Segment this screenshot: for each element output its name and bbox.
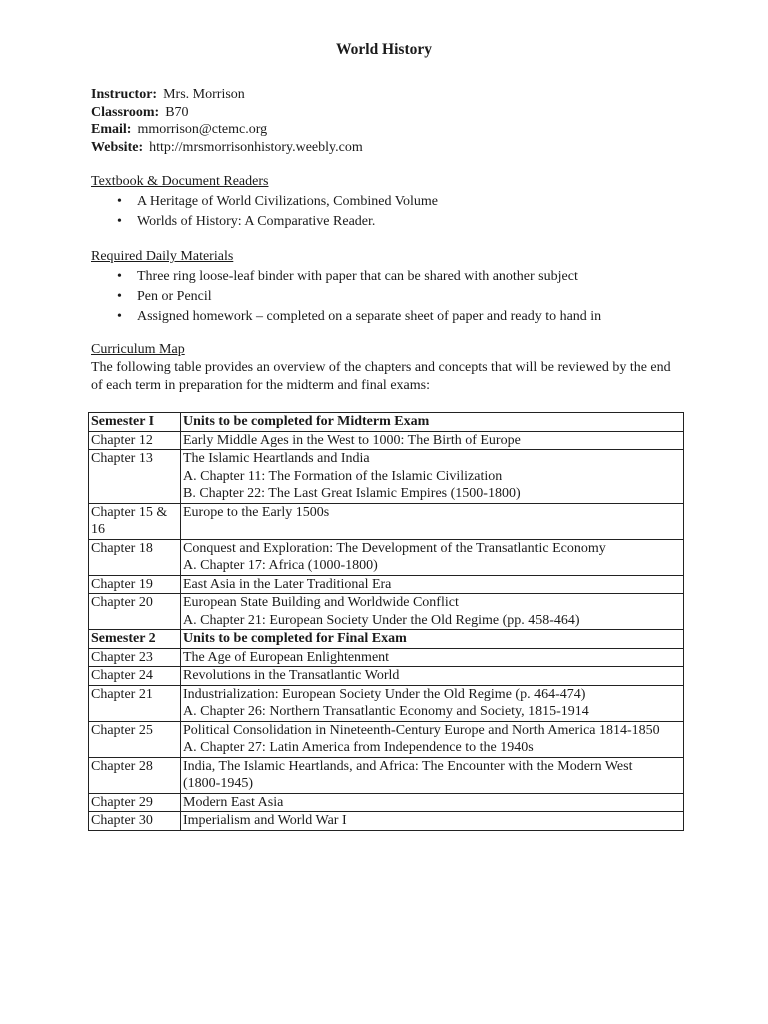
units-cell bbox=[181, 450, 684, 504]
bullet-icon: • bbox=[117, 269, 122, 284]
table-row bbox=[89, 685, 684, 721]
units-cell bbox=[181, 685, 684, 721]
textbooks-heading: Textbook & Document Readers bbox=[91, 174, 269, 189]
units-cell bbox=[181, 648, 684, 667]
table-row bbox=[89, 757, 684, 793]
page-title: World History bbox=[335, 41, 432, 58]
email-value: mmorrison@ctemc.org bbox=[137, 122, 268, 137]
instructor-label: Instructor: bbox=[91, 87, 158, 102]
chapter-cell: Semester I bbox=[89, 413, 181, 432]
textbooks-list bbox=[91, 193, 438, 233]
chapter-cell: Chapter 19 bbox=[89, 575, 181, 594]
course-info bbox=[91, 86, 363, 156]
units-line: Units to be completed for Midterm Exam bbox=[183, 414, 430, 429]
chapter-cell: Chapter 20 bbox=[89, 594, 181, 630]
table-row bbox=[89, 812, 684, 831]
units-line: A. Chapter 11: The Formation of the Islamic Civilization bbox=[183, 468, 503, 484]
units-cell bbox=[181, 630, 684, 649]
bullet-icon: • bbox=[117, 214, 122, 229]
instructor-row bbox=[91, 86, 363, 104]
table-row bbox=[89, 793, 684, 812]
materials-section bbox=[91, 248, 601, 328]
units-line: (1800-1945) bbox=[183, 776, 253, 791]
list-item-text: Assigned homework – completed on a separate sheet of paper and ready to hand in bbox=[137, 309, 602, 324]
units-line: Industrialization: European Society Under the Old Regime (p. 464-474) bbox=[183, 686, 586, 702]
list-item bbox=[91, 288, 601, 308]
units-line: Conquest and Exploration: The Development of the Transatlantic Economy bbox=[183, 540, 606, 556]
list-item-text: Worlds of History: A Comparative Reader. bbox=[137, 214, 376, 229]
instructor-value: Mrs. Morrison bbox=[163, 87, 245, 102]
chapter-cell: Chapter 15 & 16 bbox=[89, 503, 181, 539]
list-item bbox=[91, 308, 601, 328]
list-item-text: A Heritage of World Civilizations, Combined Volume bbox=[137, 194, 439, 209]
website-value: http://mrsmorrisonhistory.weebly.com bbox=[149, 139, 363, 155]
table-row bbox=[89, 648, 684, 667]
website-row bbox=[91, 139, 363, 157]
curriculum-intro: The following table provides an overview of the chapters and concepts that will be reviewed by the end of each term in preparation for the midterm and final exams: bbox=[91, 360, 671, 393]
email-label: Email: bbox=[91, 122, 132, 137]
units-cell bbox=[181, 812, 684, 831]
units-cell bbox=[181, 793, 684, 812]
curriculum-table-body bbox=[89, 413, 684, 831]
units-line: B. Chapter 22: The Last Great Islamic Empires (1500-1800) bbox=[183, 486, 521, 501]
list-item bbox=[91, 213, 438, 233]
chapter-cell: Chapter 29 bbox=[89, 793, 181, 812]
chapter-cell: Chapter 18 bbox=[89, 539, 181, 575]
curriculum-section bbox=[91, 341, 676, 394]
units-line: A. Chapter 17: Africa (1000-1800) bbox=[183, 558, 378, 573]
units-cell bbox=[181, 503, 684, 539]
classroom-label: Classroom: bbox=[91, 104, 160, 120]
website-label: Website: bbox=[91, 139, 144, 155]
units-cell bbox=[181, 757, 684, 793]
units-cell bbox=[181, 575, 684, 594]
table-section-header-row bbox=[89, 630, 684, 649]
chapter-cell: Chapter 25 bbox=[89, 721, 181, 757]
table-row bbox=[89, 721, 684, 757]
units-line: A. Chapter 26: Northern Transatlantic Economy and Society, 1815-1914 bbox=[183, 704, 589, 719]
units-cell bbox=[181, 413, 684, 432]
units-cell bbox=[181, 594, 684, 630]
chapter-cell: Chapter 30 bbox=[89, 812, 181, 831]
units-line: Early Middle Ages in the West to 1000: The Birth of Europe bbox=[183, 432, 521, 448]
chapter-cell: Chapter 21 bbox=[89, 685, 181, 721]
units-line: The Islamic Heartlands and India bbox=[183, 451, 370, 466]
list-item-text: Three ring loose-leaf binder with paper that can be shared with another subject bbox=[137, 269, 578, 284]
materials-heading: Required Daily Materials bbox=[91, 249, 234, 264]
list-item bbox=[91, 193, 438, 213]
units-line: European State Building and Worldwide Conflict bbox=[183, 595, 459, 610]
units-line: The Age of European Enlightenment bbox=[183, 649, 390, 665]
bullet-icon: • bbox=[117, 309, 122, 324]
units-cell bbox=[181, 431, 684, 450]
units-line: East Asia in the Later Traditional Era bbox=[183, 576, 392, 592]
list-item-text: Pen or Pencil bbox=[137, 289, 212, 304]
units-cell bbox=[181, 667, 684, 686]
table-row bbox=[89, 450, 684, 504]
email-row bbox=[91, 121, 363, 139]
units-cell bbox=[181, 539, 684, 575]
units-line: Revolutions in the Transatlantic World bbox=[183, 668, 400, 683]
units-cell bbox=[181, 721, 684, 757]
units-line bbox=[183, 521, 683, 539]
table-row bbox=[89, 503, 684, 539]
table-row bbox=[89, 667, 684, 686]
bullet-icon: • bbox=[117, 194, 122, 209]
classroom-row bbox=[91, 104, 363, 122]
classroom-value: B70 bbox=[165, 104, 189, 120]
table-row bbox=[89, 431, 684, 450]
table-row bbox=[89, 575, 684, 594]
units-line: Imperialism and World War I bbox=[183, 813, 347, 828]
chapter-cell: Semester 2 bbox=[89, 630, 181, 649]
curriculum-heading: Curriculum Map bbox=[91, 342, 185, 357]
units-line: Modern East Asia bbox=[183, 794, 284, 810]
textbooks-section bbox=[91, 173, 438, 233]
chapter-cell: Chapter 28 bbox=[89, 757, 181, 793]
chapter-cell: Chapter 12 bbox=[89, 431, 181, 450]
chapter-cell: Chapter 24 bbox=[89, 667, 181, 686]
list-item bbox=[91, 268, 601, 288]
chapter-cell: Chapter 23 bbox=[89, 648, 181, 667]
units-line: India, The Islamic Heartlands, and Africa: The Encounter with the Modern West bbox=[183, 758, 633, 774]
table-section-header-row bbox=[89, 413, 684, 432]
units-line: Political Consolidation in Nineteenth-Century Europe and North America 1814-1850 bbox=[183, 722, 660, 738]
units-line: Europe to the Early 1500s bbox=[183, 504, 330, 520]
units-line: A. Chapter 27: Latin America from Independence to the 1940s bbox=[183, 740, 534, 755]
chapter-cell: Chapter 13 bbox=[89, 450, 181, 504]
units-line: Units to be completed for Final Exam bbox=[183, 631, 407, 646]
materials-list bbox=[91, 268, 601, 328]
units-line: A. Chapter 21: European Society Under the Old Regime (pp. 458-464) bbox=[183, 612, 580, 628]
table-row bbox=[89, 594, 684, 630]
table-row bbox=[89, 539, 684, 575]
bullet-icon: • bbox=[117, 289, 122, 304]
curriculum-table bbox=[88, 412, 684, 831]
